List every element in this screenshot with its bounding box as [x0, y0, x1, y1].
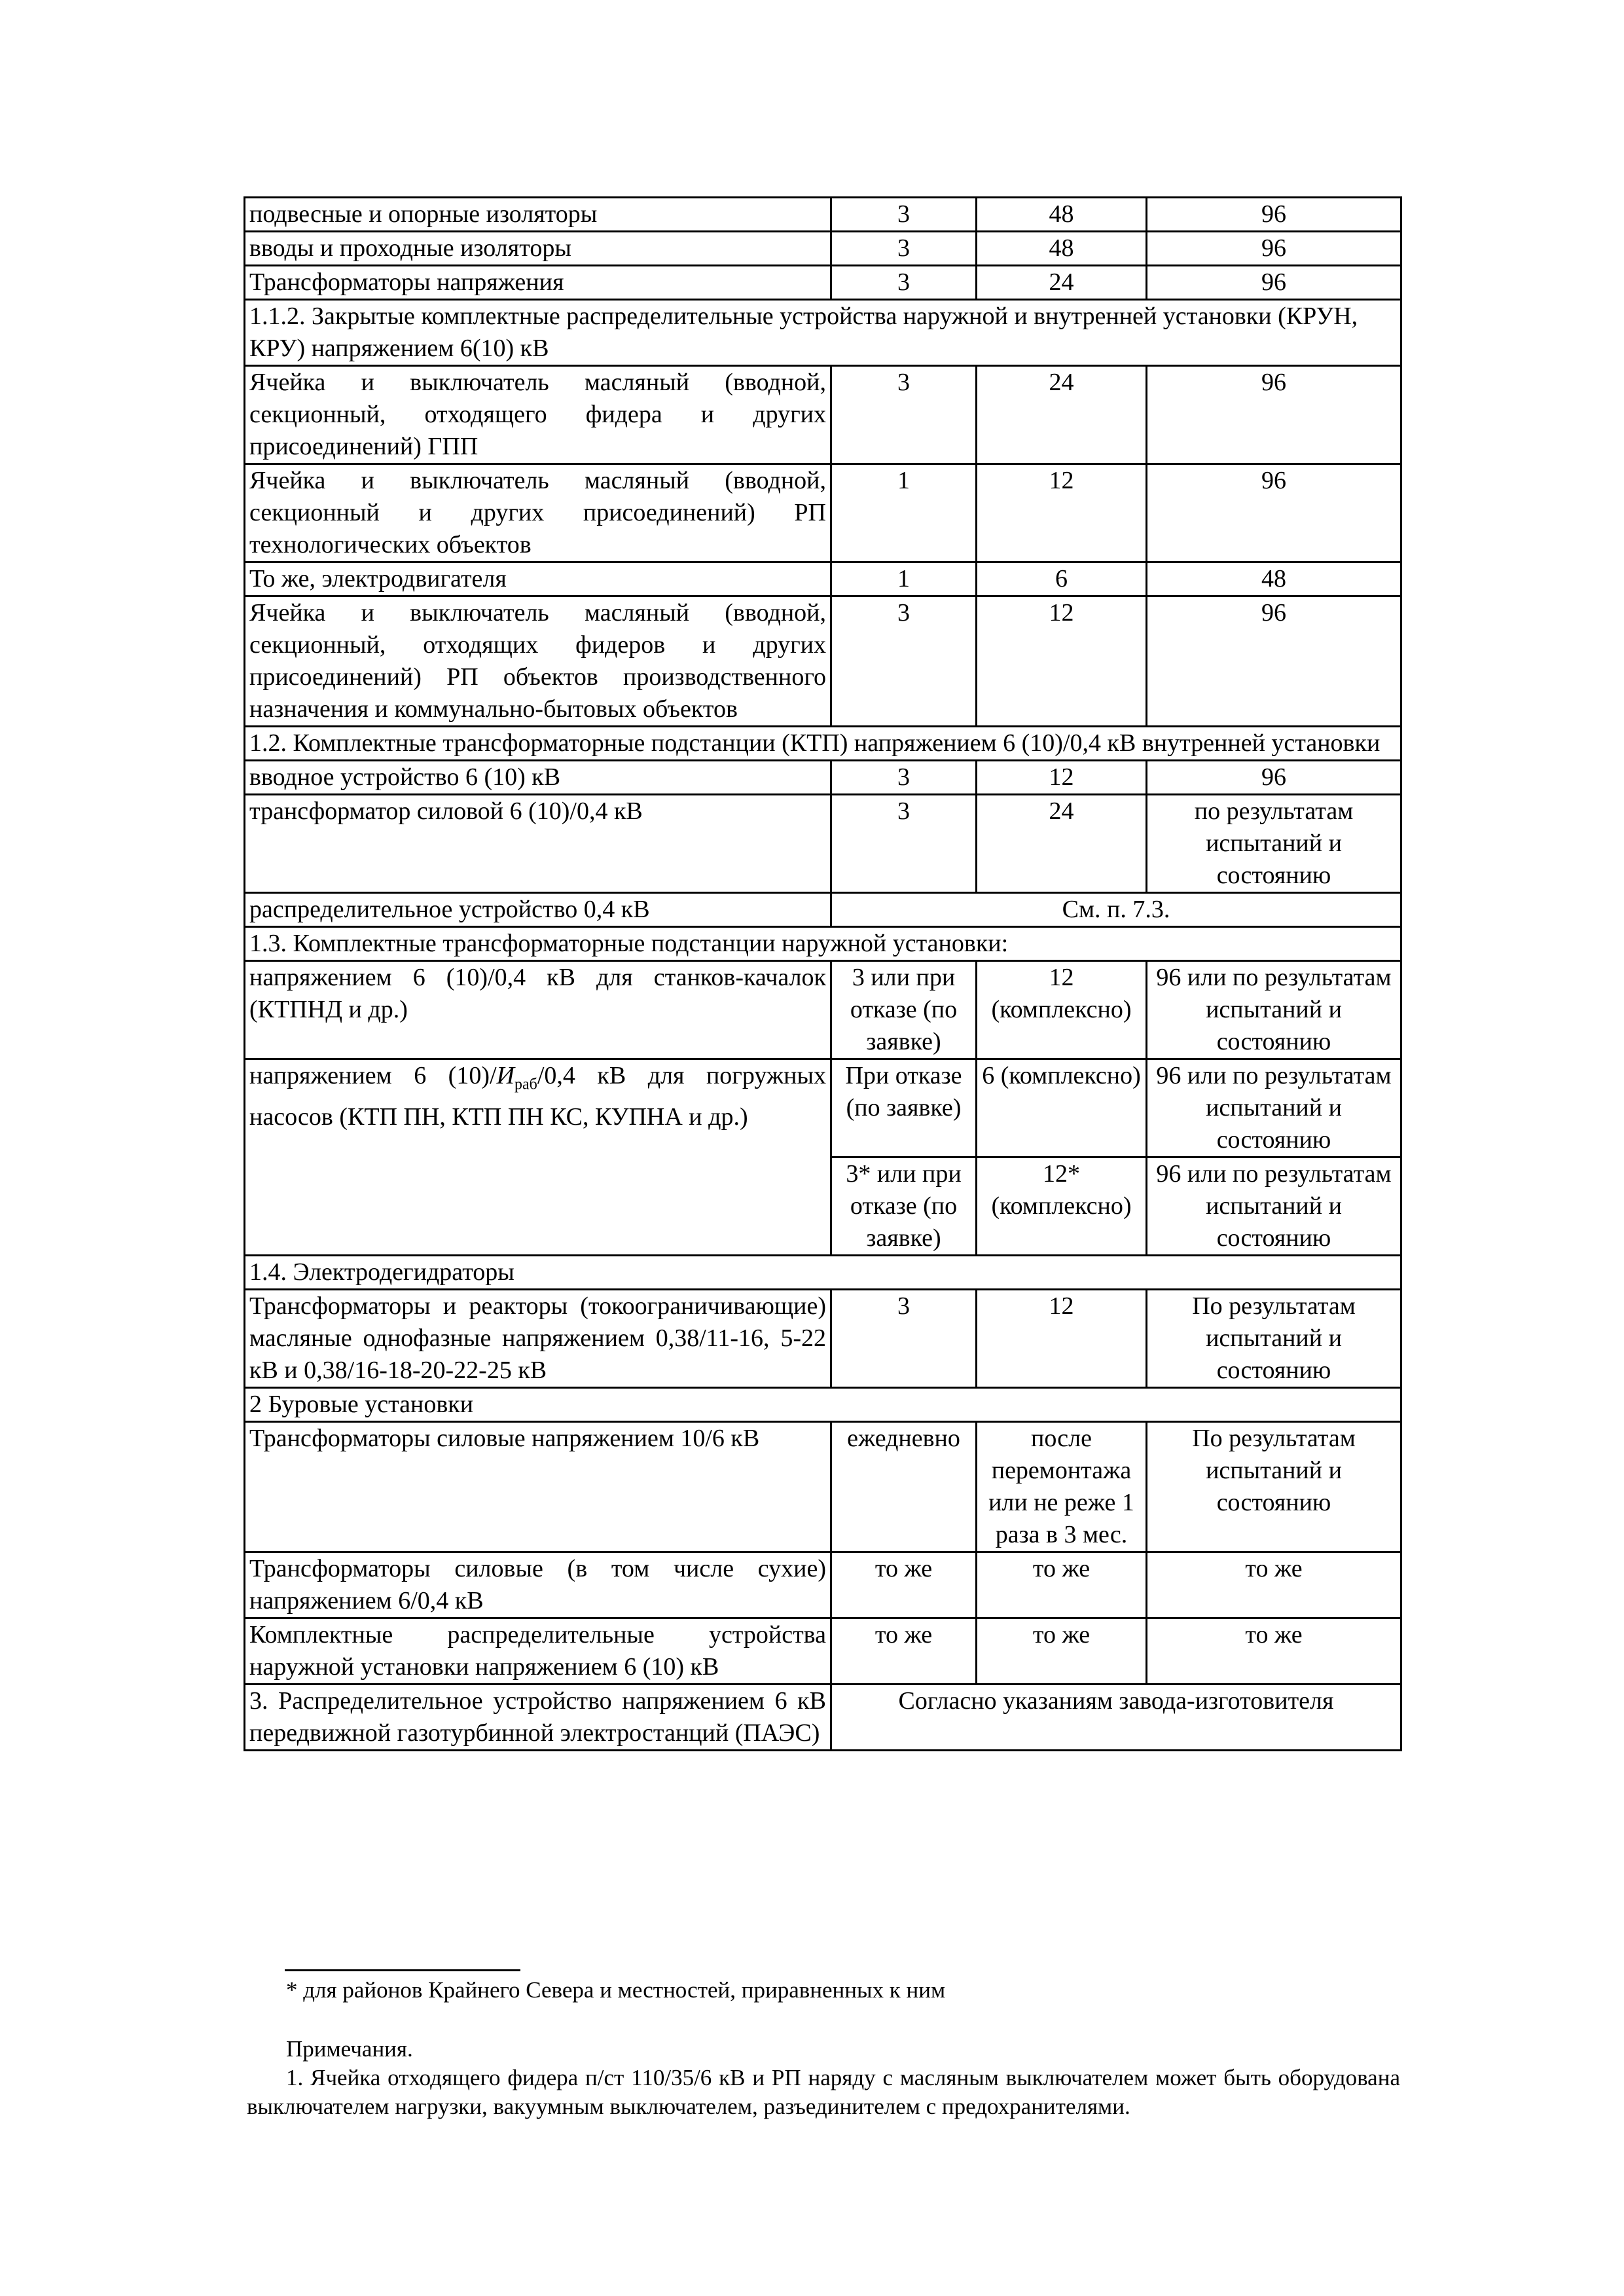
- table-row: [245, 464, 1401, 562]
- cell-overhaul: 96: [1147, 761, 1401, 795]
- section-row: [245, 300, 1401, 366]
- cell-inspection: то же: [831, 1618, 977, 1685]
- row-name: Трансформаторы напряжения: [245, 266, 831, 300]
- table-row: [245, 761, 1401, 795]
- cell-inspection: то же: [831, 1552, 977, 1618]
- cell-repair: то же: [977, 1552, 1147, 1618]
- table-row: [245, 795, 1401, 893]
- section-row: [245, 1256, 1401, 1290]
- cell-repair: 12: [977, 761, 1147, 795]
- cell-inspection: 3: [831, 1290, 977, 1388]
- table-row: [245, 198, 1401, 232]
- row-name-part: /0,4 кВ для погружных насосов (КТП ПН, КТП ПН КС, КУПНА и др.): [249, 1062, 826, 1131]
- cell-overhaul: то же: [1147, 1618, 1401, 1685]
- cell-repair: 12: [977, 1290, 1147, 1388]
- row-name: То же, электродвигателя: [245, 562, 831, 596]
- cell-inspection: 3 или при отказе (по заявке): [831, 961, 977, 1059]
- table-row: [245, 893, 1401, 927]
- section-title: 1.2. Комплектные трансформаторные подстанции (КТП) напряжением 6 (10)/0,4 кВ внутренней установки: [245, 727, 1401, 761]
- row-span-value: Согласно указаниям завода-изготовителя: [831, 1685, 1401, 1751]
- cell-repair: 12: [977, 596, 1147, 727]
- row-name: напряжением 6 (10)/0,4 кВ для станков-качалок (КТПНД и др.): [245, 961, 831, 1059]
- row-name: Трансформаторы и реакторы (токоограничивающие) масляные однофазные напряжением 0,38/11-16, 5-22 кВ и 0,38/16-18-20-22-25 кВ: [245, 1290, 831, 1388]
- cell-repair: 24: [977, 795, 1147, 893]
- notes-title: Примечания.: [286, 2036, 413, 2062]
- cell-repair: 12* (комплексно): [977, 1157, 1147, 1256]
- cell-inspection: 3: [831, 366, 977, 464]
- cell-inspection: 3: [831, 198, 977, 232]
- cell-repair: 48: [977, 198, 1147, 232]
- table-row: [245, 1290, 1401, 1388]
- table-row: [245, 961, 1401, 1059]
- cell-overhaul: то же: [1147, 1552, 1401, 1618]
- table-row: [245, 1059, 1401, 1157]
- row-name: Трансформаторы силовые (в том числе сухие) напряжением 6/0,4 кВ: [245, 1552, 831, 1618]
- row-name: подвесные и опорные изоляторы: [245, 198, 831, 232]
- cell-repair: 48: [977, 232, 1147, 266]
- cell-overhaul: 96: [1147, 366, 1401, 464]
- cell-inspection: 3: [831, 761, 977, 795]
- cell-inspection: 3: [831, 596, 977, 727]
- section-row: [245, 927, 1401, 961]
- cell-overhaul: 48: [1147, 562, 1401, 596]
- row-name: 3. Распределительное устройство напряжением 6 кВ передвижной газотурбинной электростанций (ПАЭС): [245, 1685, 831, 1751]
- table-row: [245, 562, 1401, 596]
- row-name: вводное устройство 6 (10) кВ: [245, 761, 831, 795]
- row-name: Ячейка и выключатель масляный (вводной, секционный, отходящего фидера и других присоединений) ГПП: [245, 366, 831, 464]
- cell-inspection: ежедневно: [831, 1422, 977, 1552]
- cell-inspection: При отказе (по заявке): [831, 1059, 977, 1157]
- cell-inspection: 1: [831, 562, 977, 596]
- cell-overhaul: 96: [1147, 266, 1401, 300]
- cell-overhaul: 96 или по результатам испытаний и состоянию: [1147, 961, 1401, 1059]
- footnote-separator: [285, 1969, 520, 1971]
- table-row: [245, 1552, 1401, 1618]
- cell-overhaul: По результатам испытаний и состоянию: [1147, 1422, 1401, 1552]
- cell-repair: 6: [977, 562, 1147, 596]
- cell-overhaul: 96 или по результатам испытаний и состоянию: [1147, 1059, 1401, 1157]
- row-name-subscript: раб: [514, 1076, 537, 1093]
- maintenance-interval-table: [244, 196, 1402, 1751]
- cell-overhaul: 96 или по результатам испытаний и состоянию: [1147, 1157, 1401, 1256]
- table-row: [245, 366, 1401, 464]
- row-name: Комплектные распределительные устройства наружной установки напряжением 6 (10) кВ: [245, 1618, 831, 1685]
- cell-overhaul: по результатам испытаний и состоянию: [1147, 795, 1401, 893]
- cell-inspection: 1: [831, 464, 977, 562]
- section-title: 2 Буровые установки: [245, 1388, 1401, 1422]
- cell-repair: после перемонтажа или не реже 1 раза в 3 мес.: [977, 1422, 1147, 1552]
- row-name: Трансформаторы силовые напряжением 10/6 кВ: [245, 1422, 831, 1552]
- row-name-symbol: И: [496, 1062, 514, 1089]
- row-name: вводы и проходные изоляторы: [245, 232, 831, 266]
- cell-repair: 24: [977, 366, 1147, 464]
- cell-inspection: 3: [831, 232, 977, 266]
- note-item: 1. Ячейка отходящего фидера п/ст 110/35/6 кВ и РП наряду с масляным выключателем может быть оборудована выключателем нагрузки, вакуумным выключателем, разъединителем с предохранителями.: [247, 2065, 1400, 2119]
- table-row: [245, 596, 1401, 727]
- cell-overhaul: По результатам испытаний и состоянию: [1147, 1290, 1401, 1388]
- cell-repair: 12 (комплексно): [977, 961, 1147, 1059]
- table-row: [245, 1685, 1401, 1751]
- cell-overhaul: 96: [1147, 232, 1401, 266]
- section-row: [245, 1388, 1401, 1422]
- row-name: [245, 1059, 831, 1256]
- cell-inspection: 3: [831, 795, 977, 893]
- row-name: Ячейка и выключатель масляный (вводной, секционный и других присоединений) РП технологических объектов: [245, 464, 831, 562]
- row-name: Ячейка и выключатель масляный (вводной, секционный, отходящих фидеров и других присоединений) РП объектов производственного назначения и коммунально-бытовых объектов: [245, 596, 831, 727]
- cell-inspection: 3* или при отказе (по заявке): [831, 1157, 977, 1256]
- row-name: трансформатор силовой 6 (10)/0,4 кВ: [245, 795, 831, 893]
- table-row: [245, 1618, 1401, 1685]
- table-row: [245, 266, 1401, 300]
- cell-repair: 6 (комплексно): [977, 1059, 1147, 1157]
- cell-overhaul: 96: [1147, 464, 1401, 562]
- footnote: * для районов Крайнего Севера и местностей, приравненных к ним: [286, 1977, 946, 2003]
- row-name-part: напряжением 6 (10)/: [249, 1062, 497, 1089]
- cell-inspection: 3: [831, 266, 977, 300]
- section-title: 1.1.2. Закрытые комплектные распределительные устройства наружной и внутренней установки (КРУН, КРУ) напряжением 6(10) кВ: [245, 300, 1401, 366]
- cell-repair: 12: [977, 464, 1147, 562]
- cell-repair: 24: [977, 266, 1147, 300]
- table-row: [245, 1422, 1401, 1552]
- section-row: [245, 727, 1401, 761]
- cell-overhaul: 96: [1147, 198, 1401, 232]
- row-name: распределительное устройство 0,4 кВ: [245, 893, 831, 927]
- section-title: 1.4. Электродегидраторы: [245, 1256, 1401, 1290]
- table-row: [245, 232, 1401, 266]
- section-title: 1.3. Комплектные трансформаторные подстанции наружной установки:: [245, 927, 1401, 961]
- cell-overhaul: 96: [1147, 596, 1401, 727]
- cell-repair: то же: [977, 1618, 1147, 1685]
- row-span-value: См. п. 7.3.: [831, 893, 1401, 927]
